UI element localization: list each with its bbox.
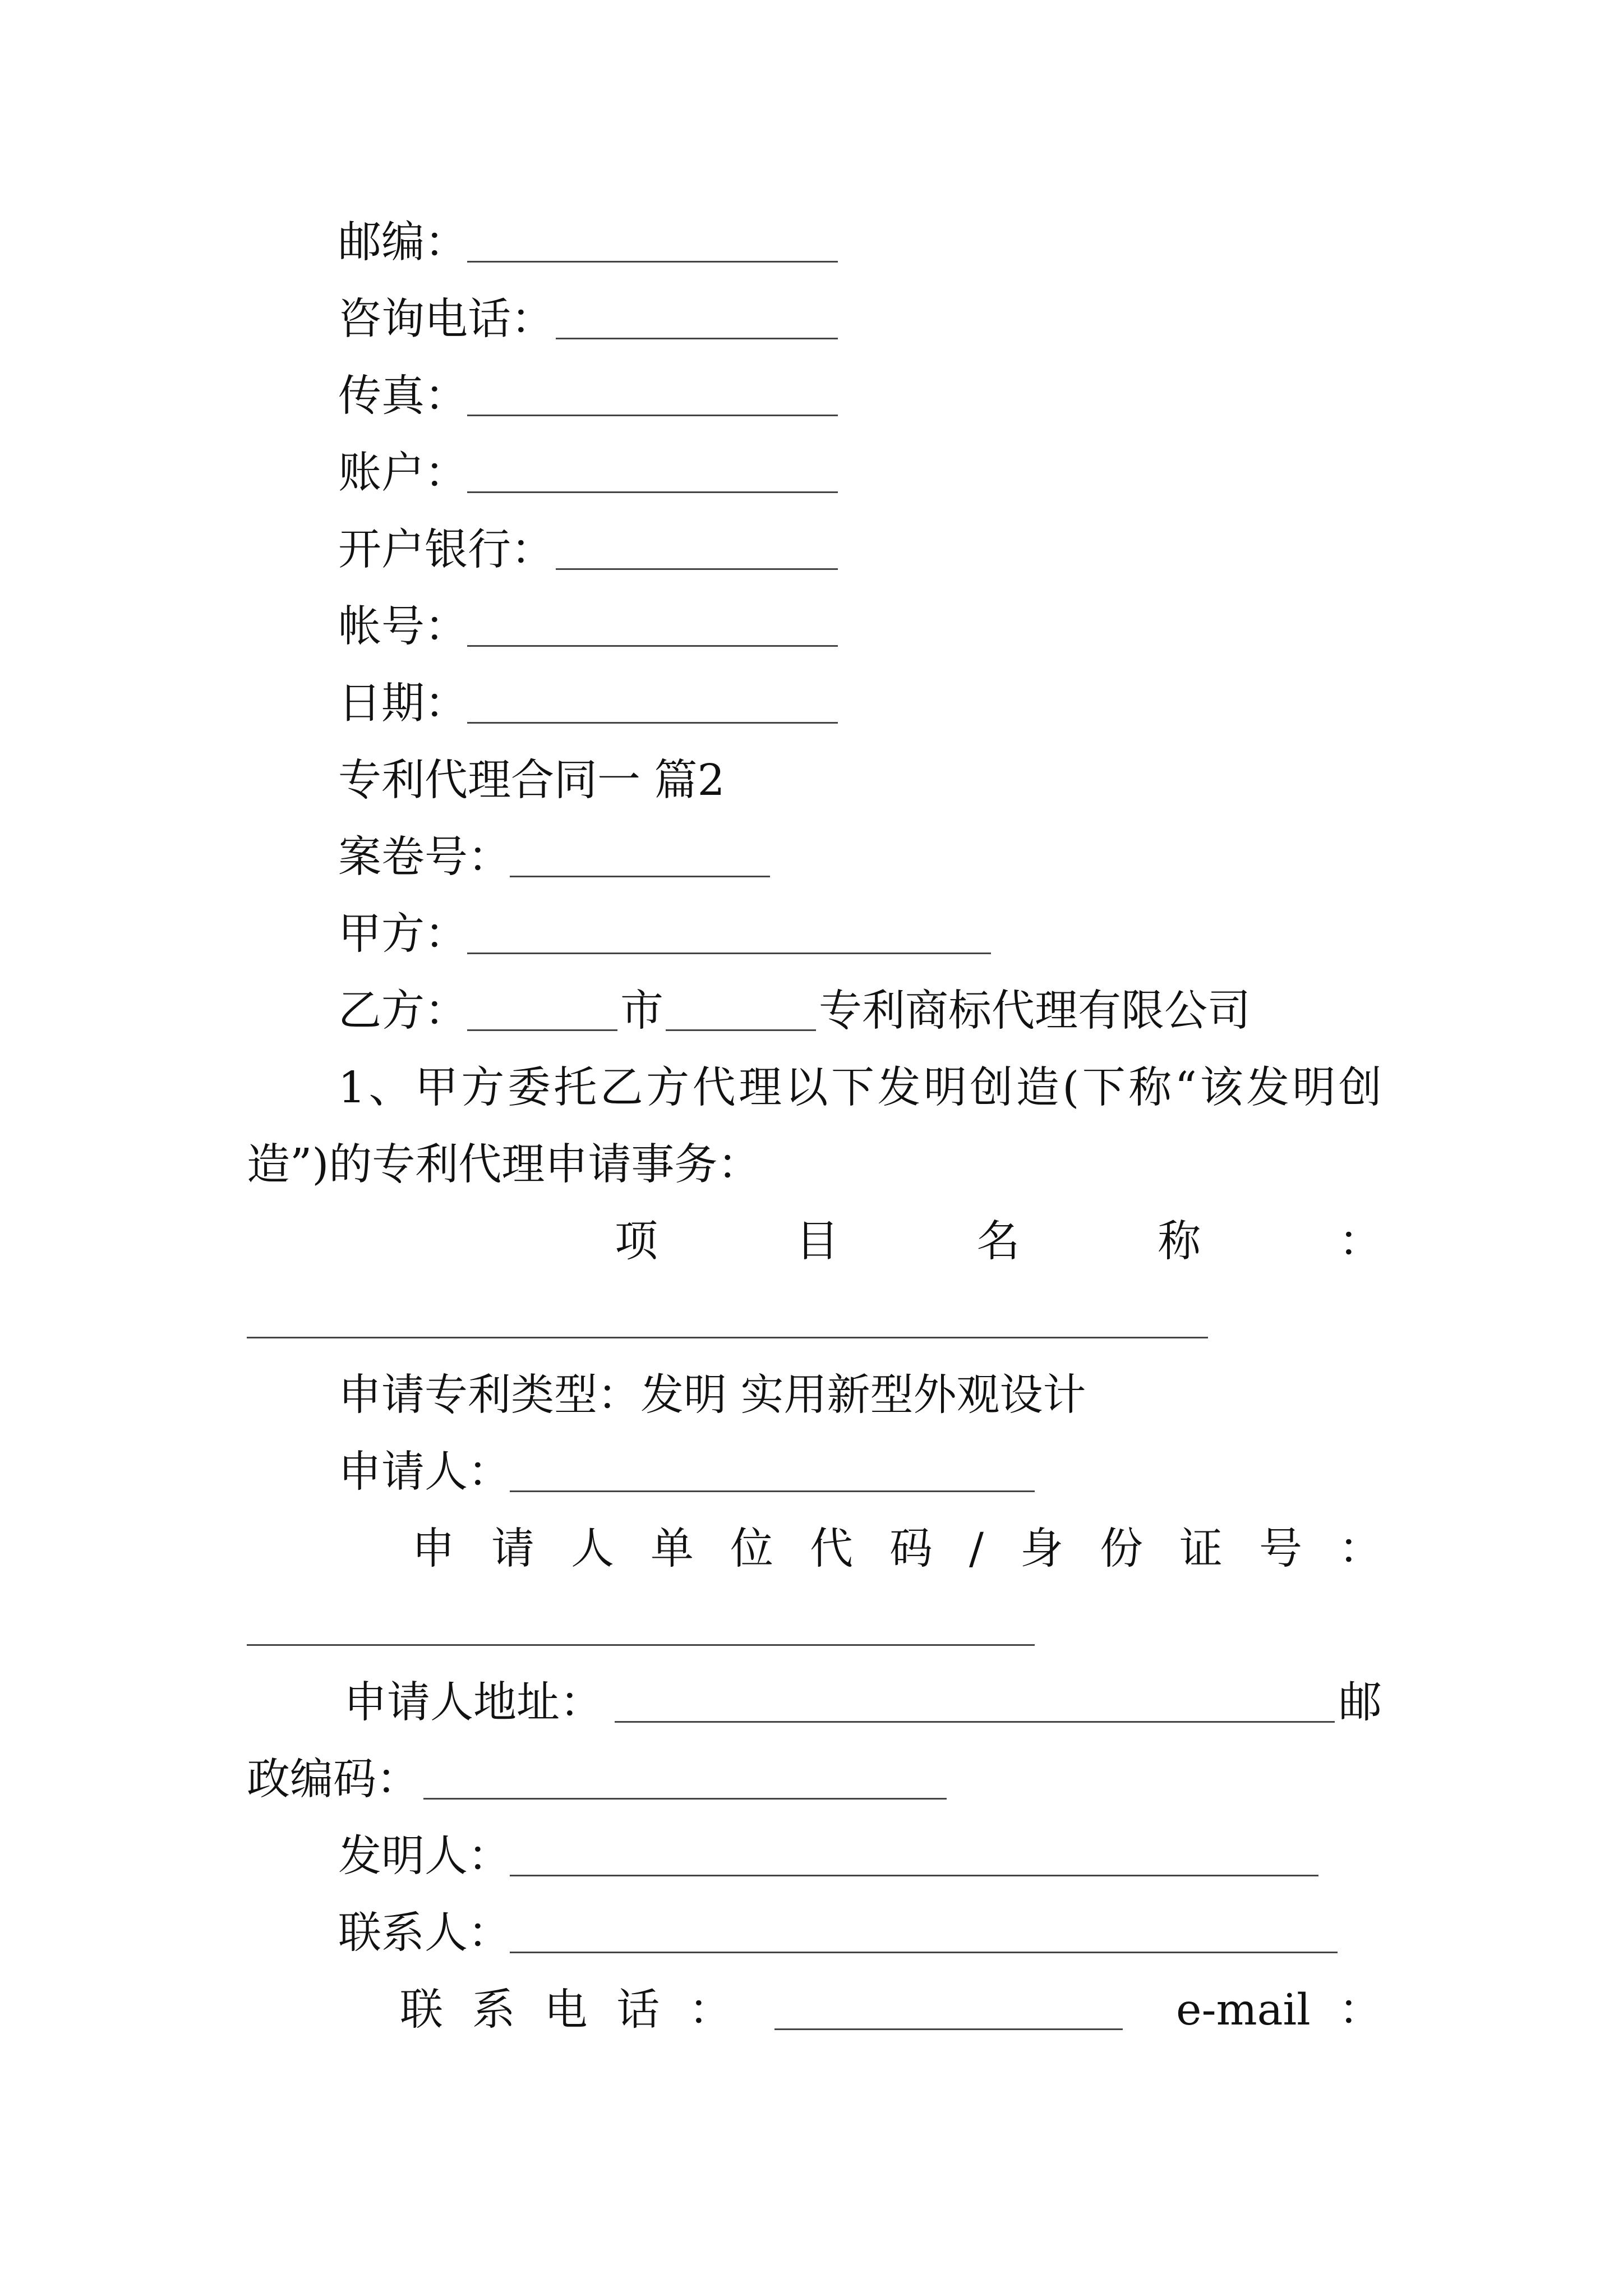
consult-phone-label: 咨询电话： [338,295,554,344]
party-a-blank [467,896,991,954]
date-row [0,665,1623,742]
justified-char: 称 [1128,1063,1172,1113]
justified-char: 造 [1016,1063,1059,1113]
section-heading: 专利代理合同一 篇2 [338,756,725,806]
justified-char: 份 [1099,1524,1143,1574]
party-b-city-blank [467,973,617,1031]
justified-char: 托 [554,1063,597,1113]
justified-char: 下 [831,1063,874,1113]
contact-phone-label [400,1972,732,2049]
justified-char: 单 [651,1524,694,1574]
justified-char: 创 [1338,1063,1382,1113]
justified-char: 电 [544,1985,588,2035]
account-number-label: 帐号： [338,602,468,652]
contact-phone-row [0,1972,1623,2049]
applicant-address-blank [615,1664,1335,1723]
justified-char: ( [1062,1063,1080,1113]
fax-label: 传真： [338,371,468,421]
bank-blank [556,512,838,570]
justified-char: 甲 [414,1063,458,1113]
clause-1-line-1 [338,1050,1382,1126]
project-name-blank-row [0,1280,1623,1357]
justified-char: ： [689,1985,732,2035]
account-number-row [0,588,1623,665]
applicant-id-blank-row [0,1588,1623,1664]
account-blank [467,435,838,493]
justified-char: 乙 [600,1063,643,1113]
postcode-row [0,204,1623,281]
fax-blank [467,358,838,416]
justified-char: 方 [461,1063,505,1113]
clause-1-line-1-row [0,1050,1623,1126]
justified-char: 1 [338,1063,366,1113]
justified-char: / [969,1524,984,1574]
justified-char: 位 [730,1524,773,1574]
postal-code-row [0,1741,1623,1818]
project-name-row [0,1203,1623,1280]
applicant-id-row [0,1511,1623,1588]
date-label: 日期： [338,679,468,729]
party-b-name-blank [666,973,816,1031]
justified-char: 码 [889,1524,933,1574]
justified-char: 发 [877,1063,921,1113]
postcode-blank [467,204,838,263]
inventor-row [0,1818,1623,1895]
party-b-company-suffix: 专利商标代理有限公司 [819,986,1251,1036]
clause-1-line-2: 造”)的专利代理申请事务： [247,1140,761,1190]
justified-char: 名 [976,1217,1020,1267]
justified-char: 理 [739,1063,782,1113]
project-name-label [615,1203,1382,1280]
justified-char: 创 [970,1063,1013,1113]
consult-phone-blank [556,281,838,339]
party-a-label: 甲方： [338,909,468,959]
justified-char: 委 [507,1063,551,1113]
justified-char: 身 [1020,1524,1063,1574]
applicant-address-row [0,1664,1623,1741]
consult-phone-row [0,281,1623,358]
inventor-label: 发明人： [338,1832,511,1881]
justified-char: 、 [368,1063,412,1113]
contact-blank [510,1895,1338,1953]
date-blank [467,665,838,724]
party-b-label: 乙方： [338,986,468,1036]
justified-char: 话 [616,1985,660,2035]
case-number-label: 案卷号： [338,832,511,882]
justified-char: 发 [1246,1063,1289,1113]
patent-type-line: 申请专利类型：发明 实用新型外观设计 [338,1370,1086,1420]
applicant-label: 申请人： [338,1447,511,1497]
applicant-address-label: 申请人地址： [344,1678,603,1728]
account-label: 账户： [338,448,468,498]
justified-char: 明 [1292,1063,1336,1113]
email-label: e-mail [1176,1985,1311,2035]
justified-char: 下 [1082,1063,1126,1113]
section-heading-row [0,742,1623,819]
applicant-id-blank [247,1588,1035,1646]
case-number-row [0,819,1623,896]
justified-char: 该 [1200,1063,1243,1113]
justified-char: 证 [1179,1524,1223,1574]
justified-char: 系 [472,1985,515,2035]
project-name-blank [247,1280,1208,1338]
applicant-row [0,1434,1623,1511]
party-a-row [0,896,1623,973]
contact-phone-blank [774,1972,1123,2030]
account-number-blank [467,588,838,647]
inventor-blank [510,1818,1318,1876]
contact-row [0,1895,1623,1972]
fax-row [0,358,1623,435]
justified-char: 明 [923,1063,967,1113]
bank-row [0,512,1623,588]
justified-char: ： [1339,1217,1382,1267]
justified-char: 申 [412,1524,455,1574]
justified-char: 请 [491,1524,534,1574]
justified-char: ： [1338,1524,1382,1574]
postcode-label: 邮编： [338,218,468,268]
justified-char: 方 [646,1063,690,1113]
justified-char: “ [1174,1063,1197,1113]
justified-char: 称 [1158,1217,1201,1267]
email-colon: ： [1339,1985,1382,2035]
justified-char: 目 [795,1217,839,1267]
justified-char: 代 [692,1063,736,1113]
party-b-city-suffix: 市 [620,986,663,1036]
postal-code-label-start: 邮 [1339,1678,1382,1728]
justified-char: 以 [785,1063,828,1113]
contact-label: 联系人： [338,1908,511,1958]
account-row [0,435,1623,512]
postal-code-label-end: 政编码： [247,1755,419,1805]
document-body [0,204,1623,2049]
applicant-id-label [412,1511,1382,1588]
patent-type-row [0,1357,1623,1434]
justified-char: 联 [400,1985,443,2035]
party-b-row [0,973,1623,1050]
justified-char: 人 [571,1524,614,1574]
justified-char: 代 [810,1524,853,1574]
justified-char: 项 [615,1217,658,1267]
justified-char: 号 [1258,1524,1302,1574]
bank-label: 开户银行： [338,525,554,575]
applicant-blank [510,1434,1035,1492]
clause-1-line-2-row [0,1126,1623,1203]
postal-code-blank [423,1741,947,1800]
case-number-blank [510,819,770,877]
